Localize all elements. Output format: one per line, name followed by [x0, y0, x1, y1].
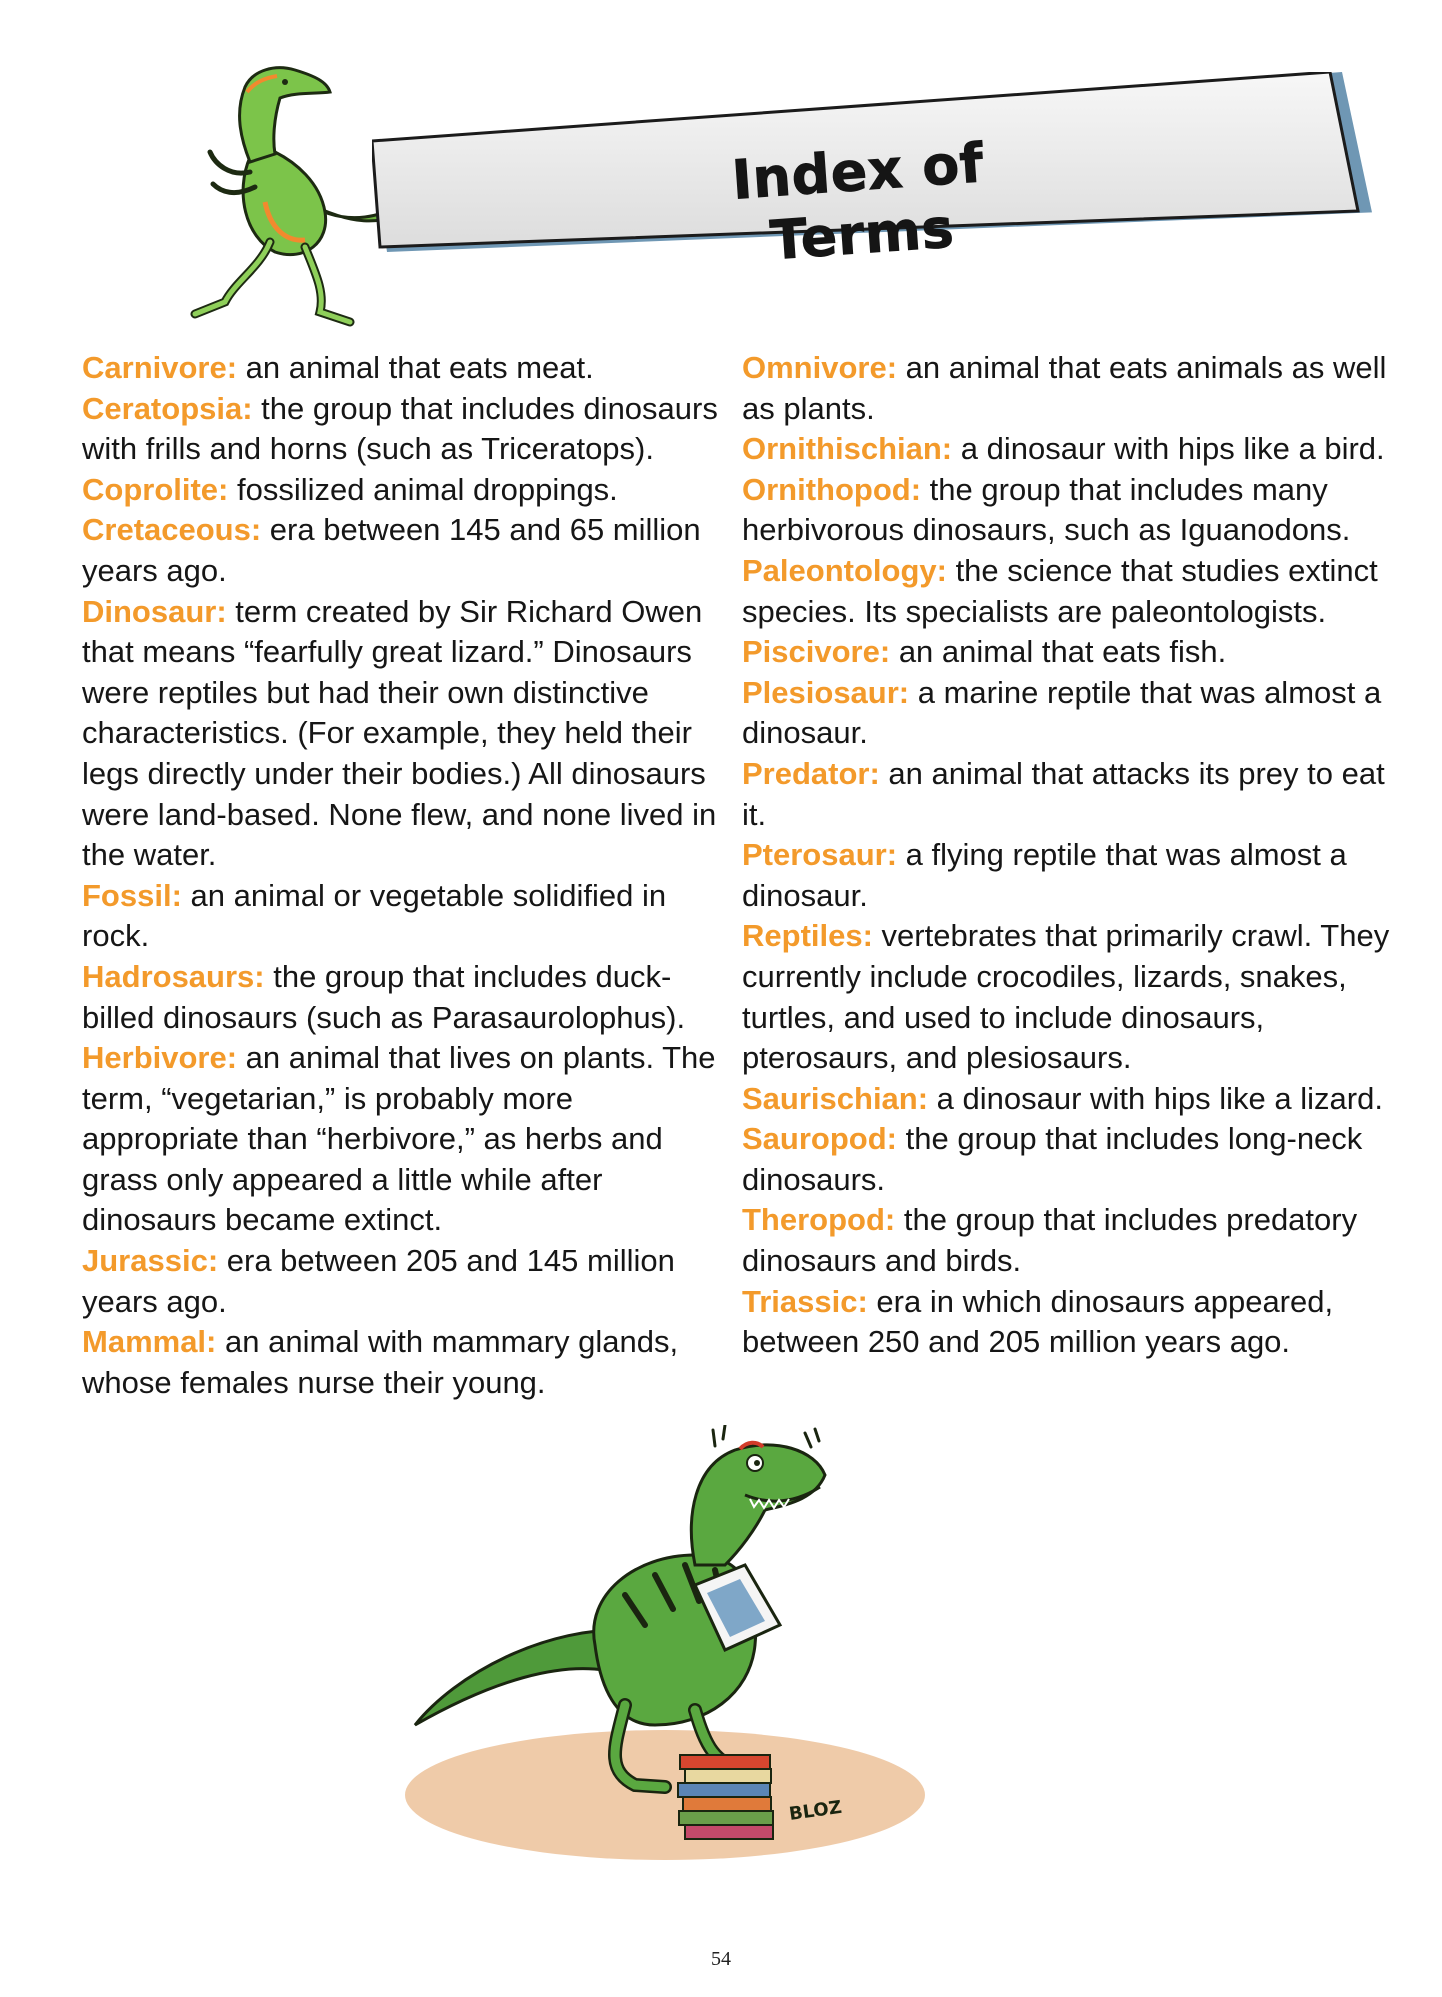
- glossary-entry: [82, 592, 718, 876]
- glossary-definition: the group that includes many herbivorous dinosaurs, such as Iguanodons.: [742, 471, 1351, 548]
- glossary-definition: an animal or vegetable solidified in rock.: [82, 877, 667, 954]
- glossary-entry: [742, 835, 1392, 916]
- glossary-entry: [82, 1322, 718, 1403]
- glossary-definition: term created by Sir Richard Owen that means “fearfully great lizard.” Dinosaurs were reptiles but had their own distinctive characteristics. (For example, they held their legs directly under their bodies.) All dinosaurs were land-based. None flew, and none lived in the water.: [82, 593, 717, 873]
- glossary-definition: an animal that eats meat.: [237, 350, 594, 385]
- glossary-definition: a marine reptile that was almost a dinosaur.: [742, 674, 1382, 751]
- glossary-definition: an animal that eats animals as well as plants.: [742, 350, 1387, 426]
- glossary-term: Pterosaur:: [742, 837, 898, 873]
- glossary-entry: [82, 389, 718, 470]
- glossary-definition: an animal that attacks its prey to eat it.: [742, 755, 1385, 832]
- glossary-term: Mammal:: [82, 1324, 217, 1360]
- glossary-definition: era between 145 and 65 million years ago.: [82, 512, 701, 588]
- glossary-term: Ceratopsia:: [82, 390, 253, 426]
- glossary-entry: [742, 348, 1392, 429]
- glossary-definition: an animal that lives on plants. The term, “vegetarian,” is probably more appropriate than “herbivore,” as herbs and grass only appeared a little while after dinosaurs became extinct.: [82, 1040, 716, 1238]
- glossary-entry: [742, 470, 1392, 551]
- artist-signature: BLOZ: [787, 1796, 844, 1825]
- glossary-definition: an animal with mammary glands, whose females nurse their young.: [82, 1324, 679, 1400]
- glossary-column-right: [742, 348, 1392, 1363]
- glossary-definition: the group that includes duck-billed dinosaurs (such as Parasaurolophus).: [82, 958, 686, 1035]
- glossary-entry: [82, 957, 718, 1038]
- glossary-term: Saurischian:: [742, 1080, 929, 1116]
- glossary-entry: [742, 1200, 1392, 1281]
- glossary-term: Reptiles:: [742, 918, 873, 954]
- glossary-entry: [82, 1038, 718, 1241]
- glossary-entry: [742, 632, 1392, 673]
- glossary-term: Paleontology:: [742, 552, 947, 588]
- glossary-term: Ornithischian:: [742, 431, 953, 467]
- glossary-definition: a flying reptile that was almost a dinosaur.: [742, 837, 1347, 913]
- glossary-entry: [82, 510, 718, 591]
- glossary-definition: the group that includes long-neck dinosaurs.: [742, 1121, 1363, 1197]
- glossary-term: Sauropod:: [742, 1121, 897, 1157]
- page-number: 54: [711, 1948, 731, 1970]
- glossary-definition: a dinosaur with hips like a bird.: [952, 431, 1385, 467]
- glossary-definition: a dinosaur with hips like a lizard.: [928, 1080, 1383, 1116]
- glossary-definition: era in which dinosaurs appeared, between 250 and 205 million years ago.: [742, 1283, 1334, 1360]
- glossary-entry: [82, 470, 718, 511]
- glossary-entry: [742, 1119, 1392, 1200]
- glossary-entry: [742, 754, 1392, 835]
- glossary-entry: [742, 1079, 1392, 1120]
- glossary-definition: era between 205 and 145 million years ago.: [82, 1243, 675, 1319]
- glossary-definition: the group that includes predatory dinosaurs and birds.: [742, 1202, 1358, 1279]
- glossary-definition: vertebrates that primarily crawl. They currently include crocodiles, lizards, snakes, turtles, and used to include dinosaurs, pterosaurs, and plesiosaurs.: [742, 918, 1390, 1076]
- glossary-definition: the group that includes dinosaurs with frills and horns (such as Triceratops).: [82, 390, 718, 467]
- glossary-definition: an animal that eats fish.: [890, 634, 1227, 670]
- page-title: Index of Terms: [729, 131, 986, 273]
- glossary-definition: fossilized animal droppings.: [228, 471, 618, 507]
- glossary-entry: [82, 348, 718, 389]
- glossary-entry: [742, 673, 1392, 754]
- glossary-definition: the science that studies extinct species. Its specialists are paleontologists.: [742, 552, 1378, 629]
- glossary-entry: [742, 551, 1392, 632]
- glossary-term: Predator:: [742, 755, 880, 791]
- glossary-term: Theropod:: [742, 1202, 896, 1238]
- glossary-term: Dinosaur:: [82, 593, 227, 629]
- glossary-term: Triassic:: [742, 1283, 868, 1319]
- glossary-entry: [82, 876, 718, 957]
- glossary-term: Ornithopod:: [742, 471, 922, 507]
- glossary-term: Herbivore:: [82, 1040, 238, 1076]
- trex-reading-illustration: [395, 1425, 935, 1870]
- glossary-term: Fossil:: [82, 877, 182, 913]
- glossary-term: Hadrosaurs:: [82, 958, 265, 994]
- glossary-entry: [82, 1241, 718, 1322]
- glossary-term: Piscivore:: [742, 634, 891, 670]
- glossary-term: Carnivore:: [82, 350, 238, 385]
- glossary-entry: [742, 1282, 1392, 1363]
- glossary-entry: [742, 916, 1392, 1078]
- glossary-term: Omnivore:: [742, 350, 898, 385]
- glossary-term: Coprolite:: [82, 471, 229, 507]
- glossary-column-left: [82, 348, 718, 1403]
- glossary-term: Cretaceous:: [82, 512, 262, 548]
- glossary-term: Jurassic:: [82, 1243, 219, 1279]
- glossary-term: Plesiosaur:: [742, 674, 910, 710]
- glossary-entry: [742, 429, 1392, 470]
